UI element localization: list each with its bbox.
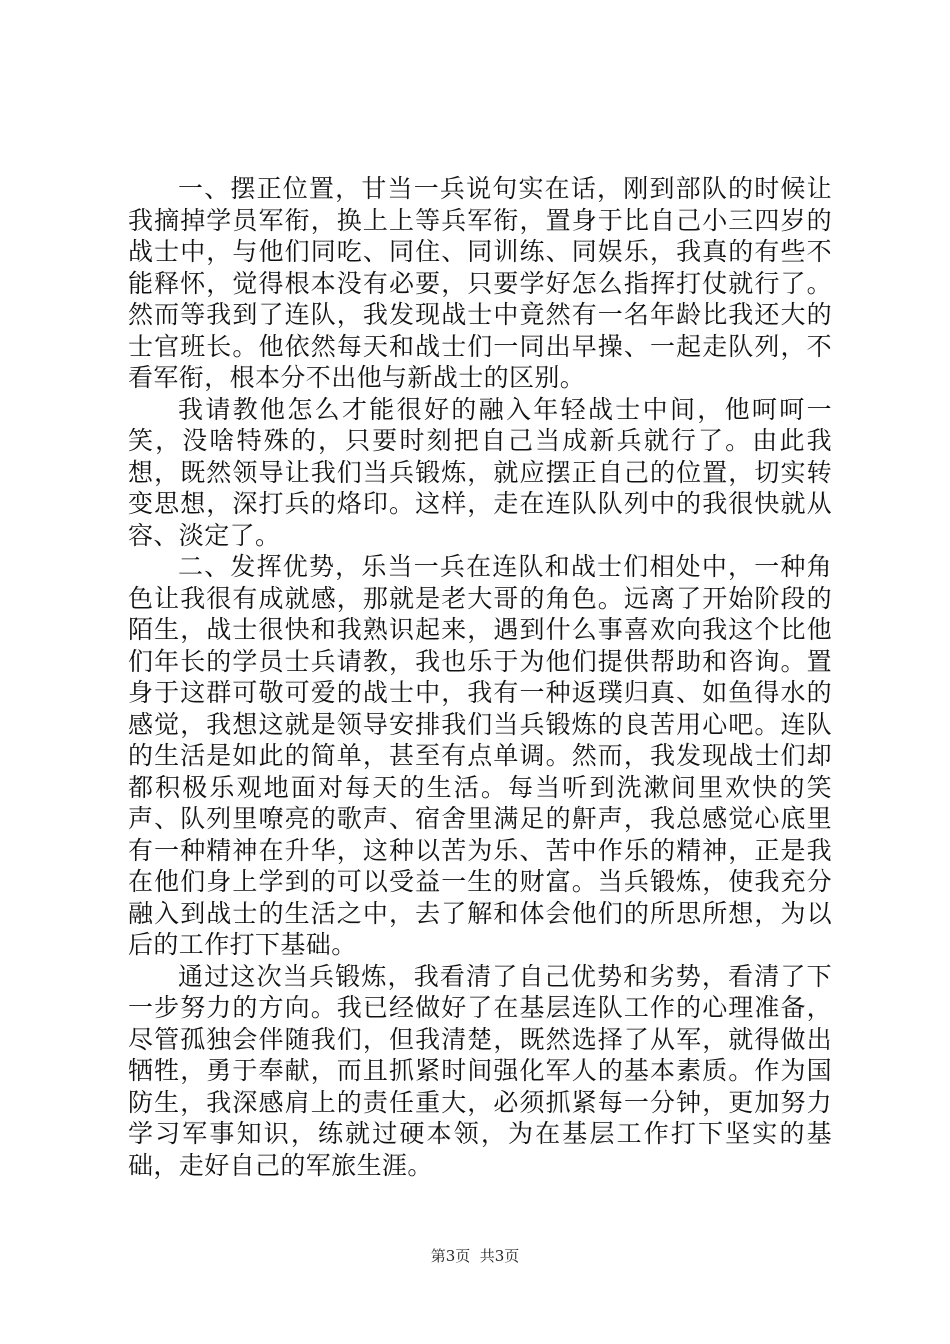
page-number-footer: 第3页 共3页 — [430, 1247, 520, 1265]
document-body — [128, 173, 832, 1181]
paragraph-2: 我请教他怎么才能很好的融入年轻战士中间，他呵呵一笑，没啥特殊的，只要时刻把自己当成新兵就行了。由此我想，既然领导让我们当兵锻炼，就应摆正自己的位置，切实转变思想，深打兵的烙印。这样，走在连队队列中的我很快就从容、淡定了。 — [128, 394, 832, 550]
paragraph-3: 二、发挥优势，乐当一兵在连队和战士们相处中，一种角色让我很有成就感，那就是老大哥的角色。远离了开始阶段的陌生，战士很快和我熟识起来，遇到什么事喜欢向我这个比他们年长的学员士兵请教，我也乐于为他们提供帮助和咨询。置身于这群可敬可爱的战士中，我有一种返璞归真、如鱼得水的感觉，我想这就是领导安排我们当兵锻炼的良苦用心吧。连队的生活是如此的简单，甚至有点单调。然而，我发现战士们却都积极乐观地面对每天的生活。每当听到洗漱间里欢快的笑声、队列里嘹亮的歌声、宿舍里满足的鼾声，我总感觉心底里有一种精神在升华，这种以苦为乐、苦中作乐的精神，正是我在他们身上学到的可以受益一生的财富。当兵锻炼，使我充分融入到战士的生活之中，去了解和体会他们的所思所想，为以后的工作打下基础。 — [128, 552, 832, 959]
paragraph-1: 一、摆正位置，甘当一兵说句实在话，刚到部队的时候让我摘掉学员军衔，换上上等兵军衔，置身于比自己小三四岁的战士中，与他们同吃、同住、同训练、同娱乐，我真的有些不能释怀，觉得根本没有必要，只要学好怎么指挥打仗就行了。然而等我到了连队，我发现战士中竟然有一名年龄比我还大的士官班长。他依然每天和战士们一同出早操、一起走队列，不看军衔，根本分不出他与新战士的区别。 — [128, 174, 832, 392]
paragraph-4: 通过这次当兵锻炼，我看清了自己优势和劣势，看清了下一步努力的方向。我已经做好了在基层连队工作的心理准备，尽管孤独会伴随我们，但我清楚，既然选择了从军，就得做出牺牲，勇于奉献，而且抓紧时间强化军人的基本素质。作为国防生，我深感肩上的责任重大，必须抓紧每一分钟，更加努力学习军事知识，练就过硬本领，为在基层工作打下坚实的基础，走好自己的军旅生涯。 — [128, 961, 832, 1180]
